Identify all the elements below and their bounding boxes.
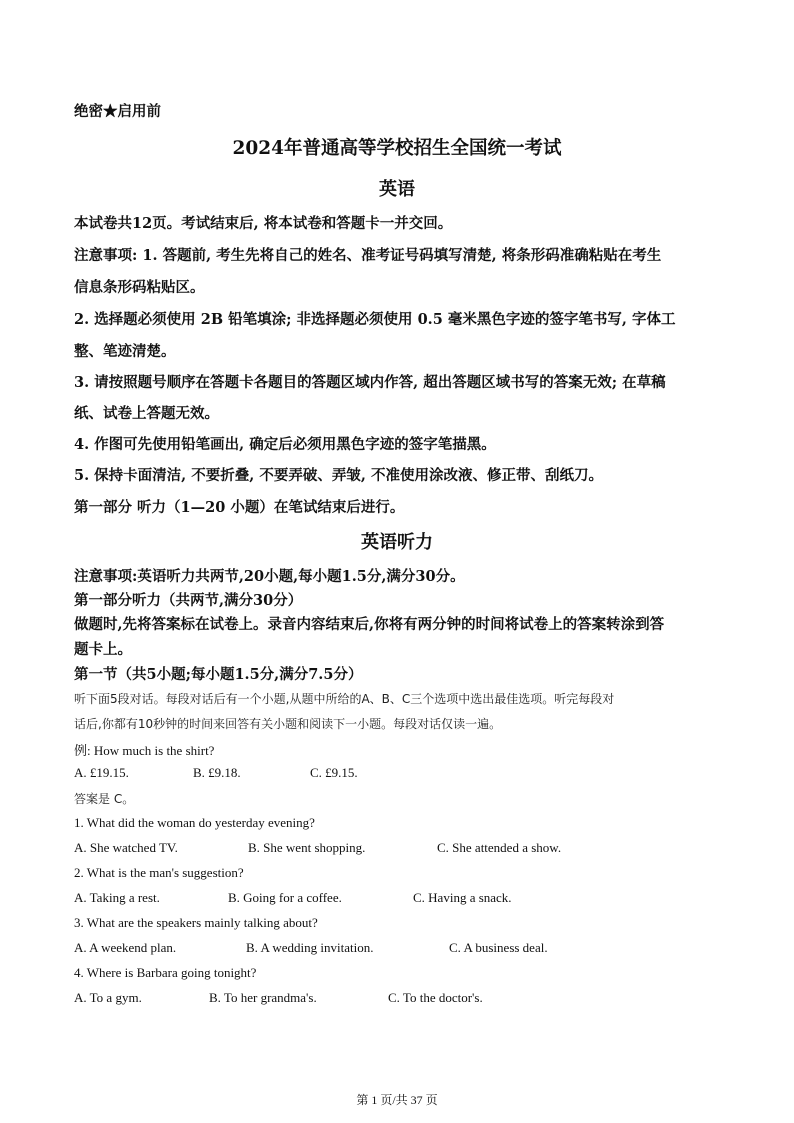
section-heading: 第一节（共5小题;每小题1.5分,满分7.5分） [74,666,363,683]
example-option-b: B. £9.18. [193,765,241,780]
q4-option-b: B. To her grandma's. [209,990,317,1005]
question-3: 3. What are the speakers mainly talking about? [74,915,318,930]
q4-option-c: C. To the doctor's. [388,990,483,1005]
instruction-line: 纸、试卷上答题无效。 [74,405,219,422]
subject-title: 英语 [379,179,415,200]
listening-note: 做题时,先将答案标在试卷上。录音内容结束后,你将有两分钟的时间将试卷上的答案转涂到答 [74,616,665,633]
instruction-line: 第一部分 听力（1—20 小题）在笔试结束后进行。 [74,499,405,516]
q2-option-c: C. Having a snack. [413,890,512,905]
q1-option-b: B. She went shopping. [248,840,366,855]
q4-option-a: A. To a gym. [74,990,142,1005]
instruction-line: 整、笔迹清楚。 [74,343,176,360]
page-footer: 第 1 页/共 37 页 [356,1093,438,1107]
q3-option-b: B. A wedding invitation. [246,940,374,955]
listening-note: 第一部分听力（共两节,满分30分） [74,592,303,609]
q2-option-b: B. Going for a coffee. [228,890,342,905]
instruction-line: 4. 作图可先使用铅笔画出, 确定后必须用黑色字迹的签字笔描黑。 [74,436,496,453]
question-2: 2. What is the man's suggestion? [74,865,244,880]
instruction-line: 注意事项: 1. 答题前, 考生先将自己的姓名、准考证号码填写清楚, 将条形码准确粘贴在考生 [74,247,662,264]
listening-note: 题卡上。 [74,641,132,658]
example-question: 例: How much is the shirt? [74,743,215,758]
q2-option-a: A. Taking a rest. [74,890,160,905]
instruction-line: 3. 请按照题号顺序在答题卡各题目的答题区域内作答, 超出答题区域书写的答案无效; 在草稿 [74,374,666,391]
exam-title: 2024年普通高等学校招生全国统一考试 [232,138,562,159]
q1-option-a: A. She watched TV. [74,840,178,855]
example-option-a: A. £19.15. [74,765,129,780]
instruction-line: 信息条形码粘贴区。 [74,279,205,296]
question-4: 4. Where is Barbara going tonight? [74,965,257,980]
directions-line: 听下面5段对话。每段对话后有一个小题,从题中所给的A、B、C三个选项中选出最佳选项。听完每段对 [74,692,615,706]
directions-line: 话后,你都有10秒钟的时间来回答有关小题和阅读下一小题。每段对话仅读一遍。 [74,717,502,731]
question-1: 1. What did the woman do yesterday evening? [74,815,315,830]
instruction-line: 2. 选择题必须使用 2B 铅笔填涂; 非选择题必须使用 0.5 毫米黑色字迹的签字笔书写, 字体工 [74,311,676,328]
instruction-line: 5. 保持卡面清洁, 不要折叠, 不要弄破、弄皱, 不准使用涂改液、修正带、刮纸刀。 [74,467,603,484]
secret-label: 绝密★启用前 [74,103,161,120]
listening-note: 注意事项:英语听力共两节,20小题,每小题1.5分,满分30分。 [74,568,465,585]
listening-title: 英语听力 [361,532,433,553]
q1-option-c: C. She attended a show. [437,840,562,855]
q3-option-c: C. A business deal. [449,940,548,955]
instruction-line: 本试卷共12页。考试结束后, 将本试卷和答题卡一并交回。 [74,215,453,232]
example-option-c: C. £9.15. [310,765,358,780]
example-answer: 答案是 C。 [74,792,135,806]
q3-option-a: A. A weekend plan. [74,940,177,955]
